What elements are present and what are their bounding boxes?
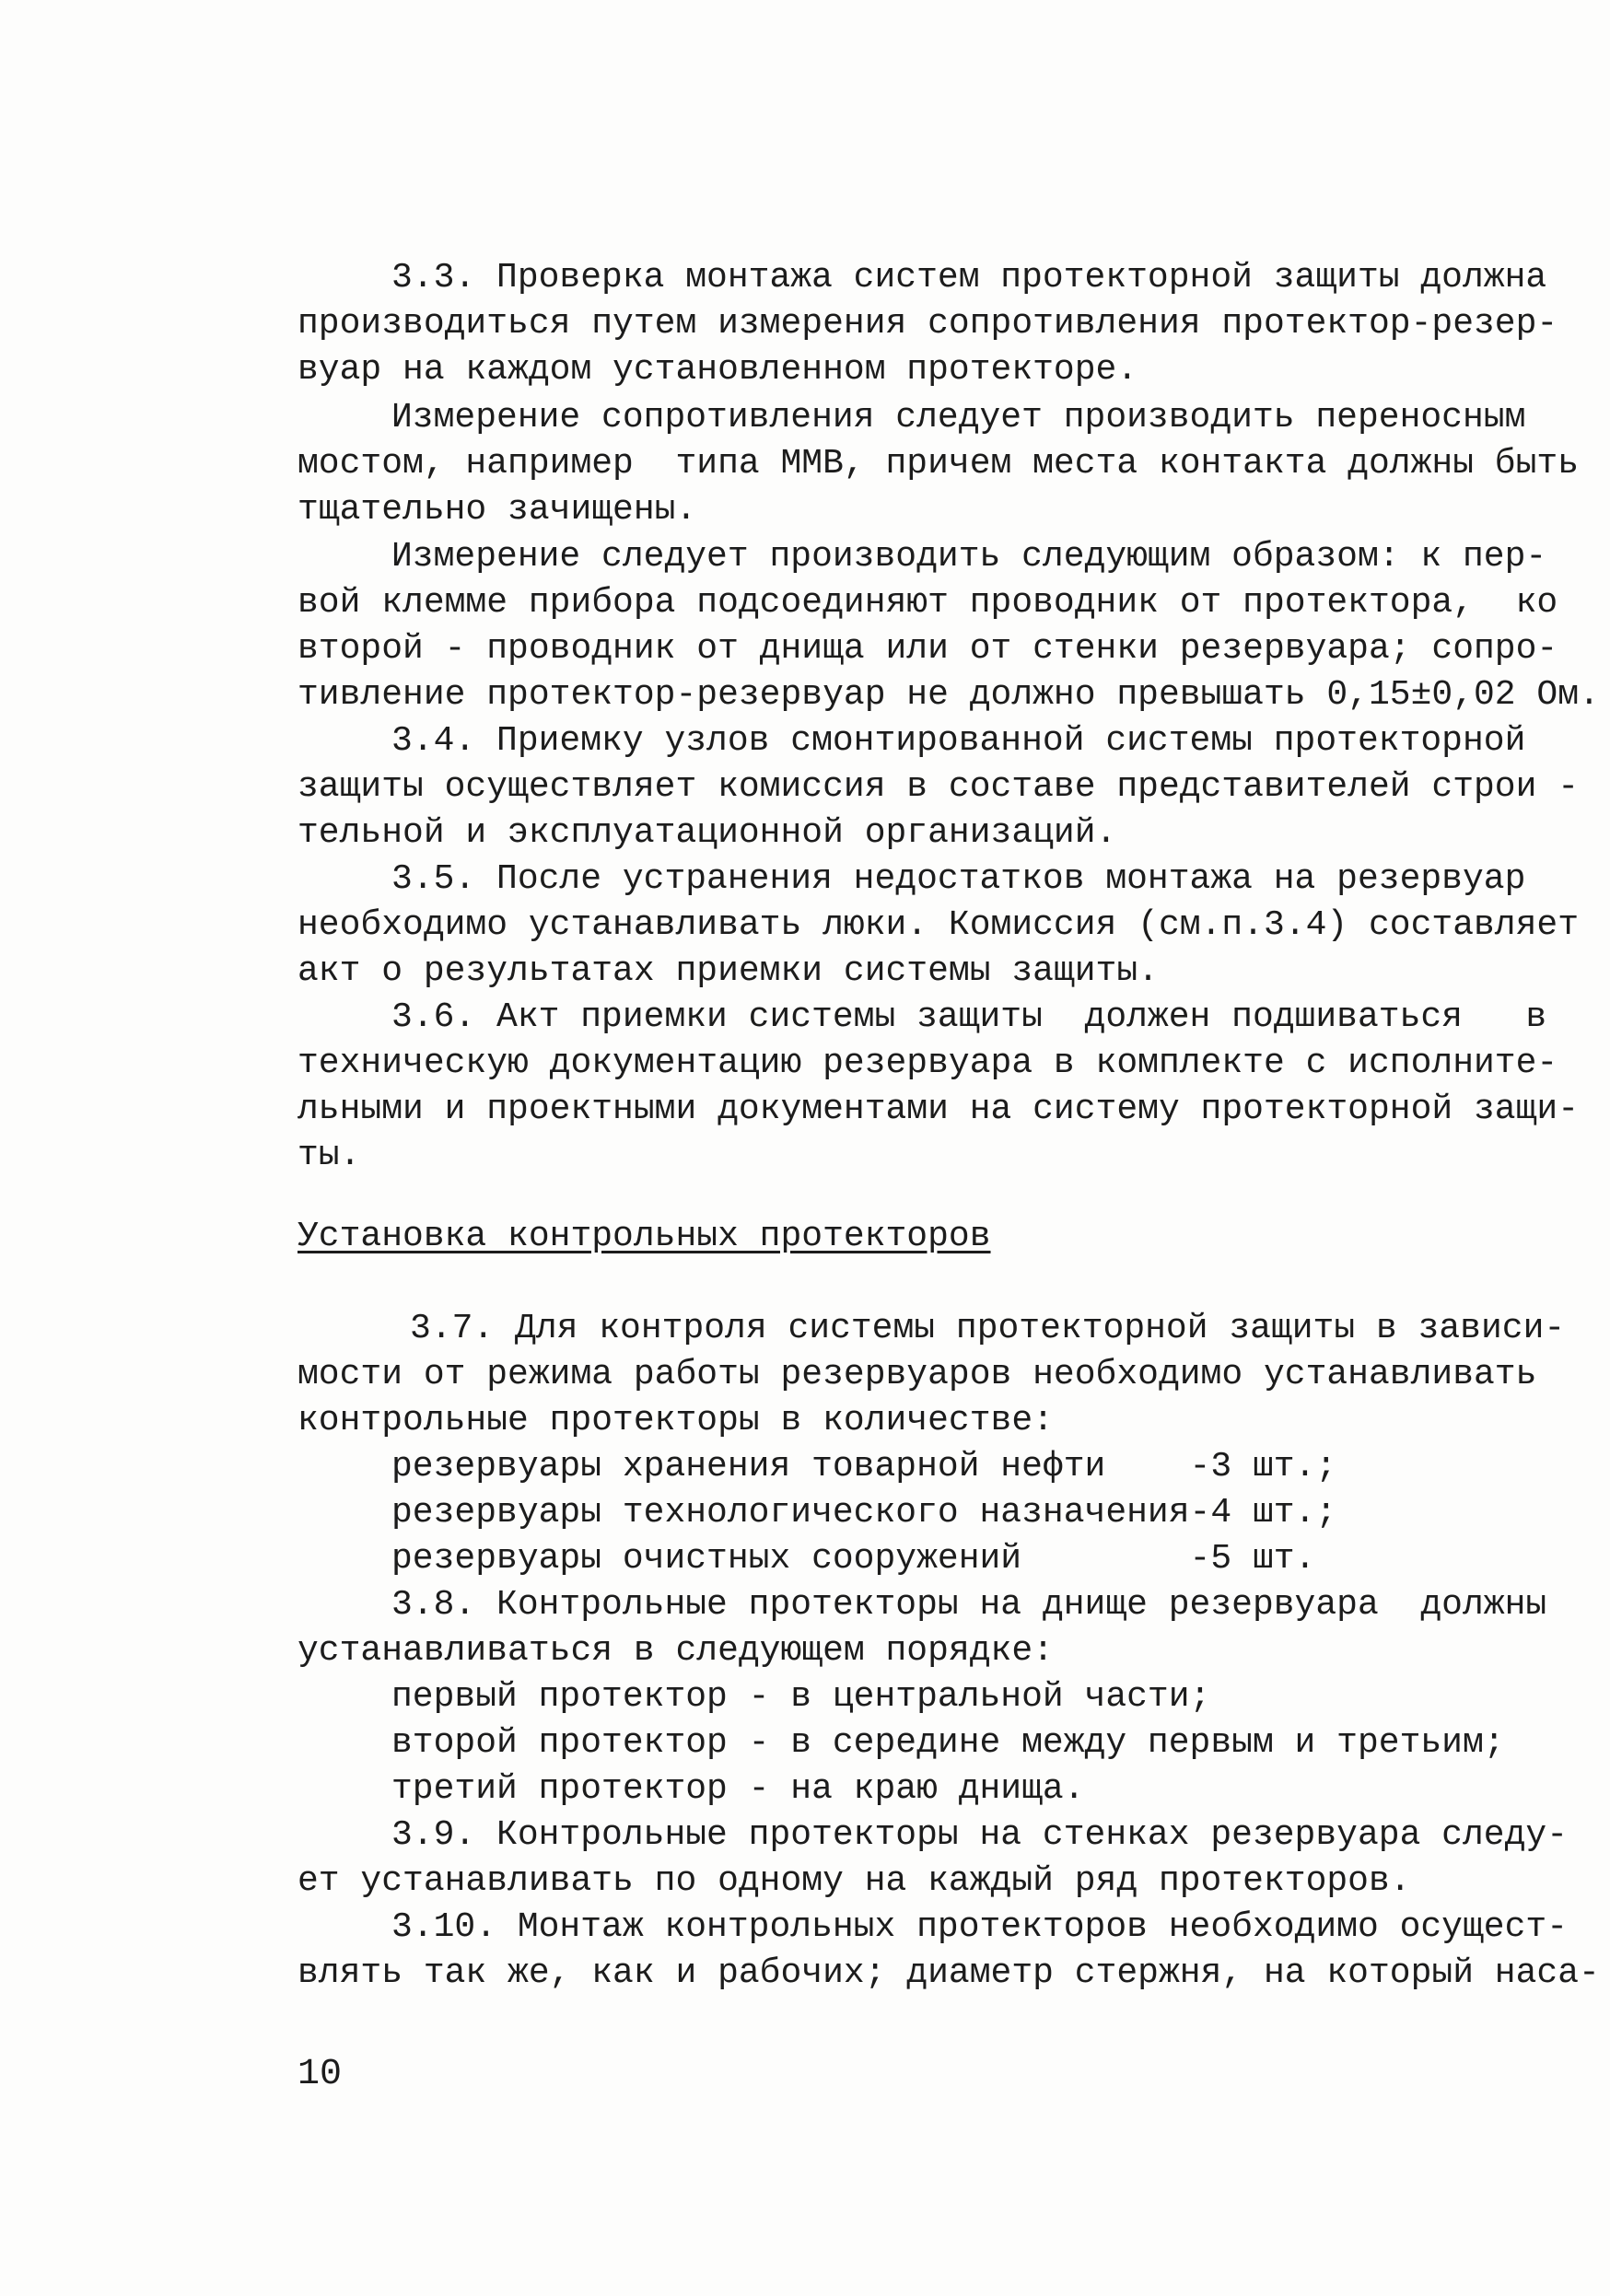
text-line: тивление протектор-резервуар не должно превышать 0,15±0,02 Ом. — [298, 675, 1600, 715]
text-line: 3.5. После устранения недостатков монтажа на резервуар — [391, 859, 1526, 899]
text-line: тельной и эксплуатационной организаций. — [298, 813, 1117, 853]
text-line: тщательно зачищены. — [298, 490, 697, 530]
list-item: второй протектор - в середине между первым и третьим; — [391, 1723, 1505, 1763]
text-line: необходимо устанавливать люки. Комиссия (см.п.3.4) составляет — [298, 905, 1580, 945]
list-item: резервуары хранения товарной нефти -3 шт.; — [391, 1447, 1337, 1486]
list-item: резервуары очистных сооружений -5 шт. — [391, 1539, 1316, 1579]
section-heading: Установка контрольных протекторов — [298, 1217, 991, 1256]
text-line: защиты осуществляет комиссия в составе представителей строи - — [298, 767, 1580, 807]
text-line: второй - проводник от днища или от стенки резервуара; сопро- — [298, 629, 1558, 669]
text-line: 3.10. Монтаж контрольных протекторов необходимо осущест- — [391, 1907, 1569, 1947]
text-line: 3.4. Приемку узлов смонтированной системы протекторной — [391, 721, 1526, 761]
text-line: Измерение следует производить следующим образом: к пер- — [391, 537, 1547, 577]
text-line: вой клемме прибора подсоединяют проводник от протектора, ко — [298, 583, 1558, 623]
list-item: первый протектор - в центральной части; — [391, 1677, 1211, 1717]
text-line: мости от режима работы резервуаров необходимо устанавливать — [298, 1355, 1537, 1394]
page-number: 10 — [298, 2054, 343, 2095]
text-line: 3.7. Для контроля системы протекторной защиты в зависи- — [410, 1309, 1566, 1348]
text-line: мостом, например типа ММВ, причем места контакта должны быть — [298, 444, 1580, 484]
text-line: 3.3. Проверка монтажа систем протекторной защиты должна — [391, 258, 1547, 297]
text-line: вуар на каждом установленном протекторе. — [298, 350, 1138, 390]
list-item: третий протектор - на краю днища. — [391, 1769, 1085, 1809]
text-line: ет устанавливать по одному на каждый ряд протекторов. — [298, 1861, 1411, 1901]
text-line: 3.8. Контрольные протекторы на днище резервуара должны — [391, 1585, 1547, 1625]
text-line: акт о результатах приемки системы защиты. — [298, 951, 1159, 991]
text-line: техническую документацию резервуара в комплекте с исполните- — [298, 1043, 1558, 1083]
text-line: 3.6. Акт приемки системы защиты должен подшиваться в — [391, 997, 1547, 1037]
text-line: Измерение сопротивления следует производить переносным — [391, 398, 1526, 437]
text-line: контрольные протекторы в количестве: — [298, 1401, 1054, 1440]
text-line: льными и проектными документами на систему протекторной защи- — [298, 1090, 1580, 1129]
text-line: ты. — [298, 1136, 361, 1175]
text-line: влять так же, как и рабочих; диаметр стержня, на который наса- — [298, 1953, 1600, 1993]
text-line: производиться путем измерения сопротивления протектор-резер- — [298, 304, 1558, 344]
text-line: устанавливаться в следующем порядке: — [298, 1631, 1054, 1671]
text-line: 3.9. Контрольные протекторы на стенках резервуара следу- — [391, 1815, 1569, 1855]
list-item: резервуары технологического назначения-4 шт.; — [391, 1493, 1337, 1533]
